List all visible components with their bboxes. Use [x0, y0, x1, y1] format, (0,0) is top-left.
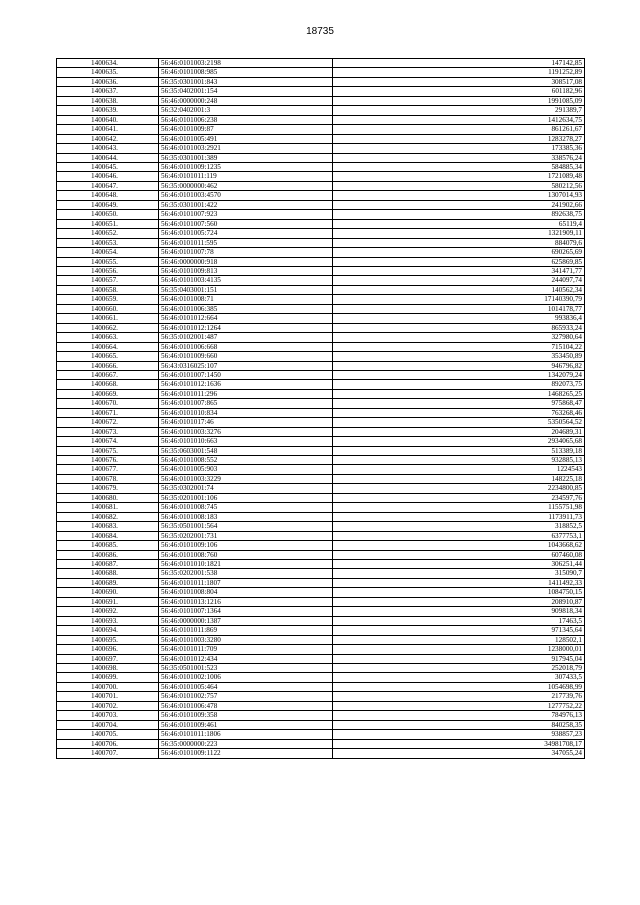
cadastral-number: 56:46:0101008:745	[159, 503, 333, 512]
cadastral-number: 56:35:0202001:538	[159, 569, 333, 578]
cadastral-number: 56:46:0101007:78	[159, 248, 333, 257]
cadastral-number: 56:46:0101007:923	[159, 210, 333, 219]
row-number: 1400639.	[57, 106, 159, 115]
cadastral-number: 56:46:0101002:1006	[159, 673, 333, 682]
cadastral-value: 580212,56	[333, 181, 585, 190]
cadastral-value: 1084750,15	[333, 588, 585, 597]
row-number: 1400692.	[57, 607, 159, 616]
cadastral-value: 1014178,77	[333, 304, 585, 313]
table-row	[57, 749, 585, 758]
row-number: 1400647.	[57, 181, 159, 190]
cadastral-value: 1173911,73	[333, 512, 585, 521]
cadastral-value: 1991085,09	[333, 96, 585, 105]
row-number: 1400646.	[57, 172, 159, 181]
table-row	[57, 87, 585, 96]
row-number: 1400654.	[57, 248, 159, 257]
row-number: 1400694.	[57, 626, 159, 635]
cadastral-number: 56:46:0101005:903	[159, 465, 333, 474]
cadastral-value: 938857,23	[333, 730, 585, 739]
table-row	[57, 427, 585, 436]
table-row	[57, 588, 585, 597]
table-row	[57, 399, 585, 408]
cadastral-value: 307433,5	[333, 673, 585, 682]
table-row	[57, 616, 585, 625]
table-row	[57, 512, 585, 521]
table-row	[57, 607, 585, 616]
cadastral-number: 56:46:0000000:248	[159, 96, 333, 105]
table-row	[57, 465, 585, 474]
cadastral-number: 56:32:0402001:3	[159, 106, 333, 115]
row-number: 1400680.	[57, 493, 159, 502]
row-number: 1400676.	[57, 456, 159, 465]
cadastral-number: 56:46:0101009:1235	[159, 162, 333, 171]
cadastral-value: 6377753,1	[333, 531, 585, 540]
row-number: 1400677.	[57, 465, 159, 474]
table-row	[57, 304, 585, 313]
row-number: 1400691.	[57, 597, 159, 606]
row-number: 1400702.	[57, 701, 159, 710]
cadastral-number: 56:46:0101011:709	[159, 645, 333, 654]
row-number: 1400662.	[57, 323, 159, 332]
cadastral-number: 56:35:0501001:564	[159, 522, 333, 531]
table-row	[57, 720, 585, 729]
row-number: 1400697.	[57, 654, 159, 663]
cadastral-number: 56:46:0101009:461	[159, 720, 333, 729]
cadastral-value: 1224543	[333, 465, 585, 474]
cadastral-value: 5350564,52	[333, 418, 585, 427]
table-row	[57, 323, 585, 332]
table-row	[57, 68, 585, 77]
cadastral-number: 56:46:0101002:757	[159, 692, 333, 701]
cadastral-value: 763268,46	[333, 408, 585, 417]
cadastral-number: 56:46:0101006:238	[159, 115, 333, 124]
cadastral-number: 56:46:0101008:183	[159, 512, 333, 521]
table-row	[57, 531, 585, 540]
cadastral-number: 56:46:0101007:1450	[159, 370, 333, 379]
cadastral-value: 17140390,79	[333, 295, 585, 304]
cadastral-number: 56:46:0101003:4135	[159, 276, 333, 285]
cadastral-value: 584885,34	[333, 162, 585, 171]
table-row	[57, 134, 585, 143]
cadastral-value: 306251,44	[333, 560, 585, 569]
table-row	[57, 361, 585, 370]
table-row	[57, 493, 585, 502]
row-number: 1400634.	[57, 59, 159, 68]
row-number: 1400675.	[57, 446, 159, 455]
cadastral-value: 1468265,25	[333, 389, 585, 398]
row-number: 1400699.	[57, 673, 159, 682]
cadastral-value: 291389,7	[333, 106, 585, 115]
cadastral-number: 56:46:0101009:106	[159, 541, 333, 550]
row-number: 1400693.	[57, 616, 159, 625]
table-row	[57, 626, 585, 635]
cadastral-number: 56:46:0101007:560	[159, 219, 333, 228]
row-number: 1400642.	[57, 134, 159, 143]
cadastral-number: 56:46:0101005:464	[159, 682, 333, 691]
table-row	[57, 484, 585, 493]
row-number: 1400684.	[57, 531, 159, 540]
cadastral-number: 56:46:0101012:434	[159, 654, 333, 663]
row-number: 1400672.	[57, 418, 159, 427]
row-number: 1400638.	[57, 96, 159, 105]
row-number: 1400704.	[57, 720, 159, 729]
cadastral-number: 56:35:0102001:487	[159, 333, 333, 342]
row-number: 1400641.	[57, 125, 159, 134]
cadastral-value-table	[56, 58, 585, 759]
cadastral-number: 56:35:0201001:106	[159, 493, 333, 502]
table-row	[57, 210, 585, 219]
cadastral-value: 601182,96	[333, 87, 585, 96]
cadastral-value: 252018,79	[333, 664, 585, 673]
table-row	[57, 673, 585, 682]
table-row	[57, 144, 585, 153]
cadastral-value: 917945,04	[333, 654, 585, 663]
row-number: 1400698.	[57, 664, 159, 673]
row-number: 1400687.	[57, 560, 159, 569]
table-row	[57, 739, 585, 748]
cadastral-value: 993836,4	[333, 314, 585, 323]
row-number: 1400685.	[57, 541, 159, 550]
row-number: 1400670.	[57, 399, 159, 408]
row-number: 1400696.	[57, 645, 159, 654]
table-row	[57, 352, 585, 361]
cadastral-number: 56:46:0101011:119	[159, 172, 333, 181]
cadastral-number: 56:46:0000000:918	[159, 257, 333, 266]
cadastral-value: 17463,5	[333, 616, 585, 625]
table-row	[57, 664, 585, 673]
cadastral-number: 56:46:0101013:1216	[159, 597, 333, 606]
row-number: 1400644.	[57, 153, 159, 162]
table-row	[57, 125, 585, 134]
row-number: 1400636.	[57, 77, 159, 86]
cadastral-number: 56:46:0101009:358	[159, 711, 333, 720]
cadastral-value: 347055,24	[333, 749, 585, 758]
cadastral-number: 56:46:0101011:595	[159, 238, 333, 247]
cadastral-number: 56:46:0101010:1821	[159, 560, 333, 569]
table-row	[57, 456, 585, 465]
cadastral-value: 690265,69	[333, 248, 585, 257]
cadastral-number: 56:46:0101003:4570	[159, 191, 333, 200]
row-number: 1400688.	[57, 569, 159, 578]
cadastral-number: 56:46:0101007:1364	[159, 607, 333, 616]
cadastral-value: 315090,7	[333, 569, 585, 578]
table-row	[57, 314, 585, 323]
table-row	[57, 654, 585, 663]
table-row	[57, 645, 585, 654]
row-number: 1400664.	[57, 342, 159, 351]
table-row	[57, 522, 585, 531]
cadastral-value: 147142,85	[333, 59, 585, 68]
cadastral-number: 56:46:0101011:1806	[159, 730, 333, 739]
cadastral-value: 1307014,93	[333, 191, 585, 200]
table-row	[57, 380, 585, 389]
row-number: 1400637.	[57, 87, 159, 96]
cadastral-value: 173385,36	[333, 144, 585, 153]
cadastral-number: 56:46:0101008:804	[159, 588, 333, 597]
cadastral-value: 338576,24	[333, 153, 585, 162]
row-number: 1400668.	[57, 380, 159, 389]
table-row	[57, 333, 585, 342]
cadastral-value: 1411492,33	[333, 578, 585, 587]
cadastral-value: 1043668,62	[333, 541, 585, 550]
table-row	[57, 437, 585, 446]
cadastral-number: 56:46:0101011:296	[159, 389, 333, 398]
cadastral-number: 56:46:0101003:2921	[159, 144, 333, 153]
table-row	[57, 408, 585, 417]
cadastral-number: 56:46:0101009:87	[159, 125, 333, 134]
cadastral-value: 892638,75	[333, 210, 585, 219]
cadastral-number: 56:46:0101009:1122	[159, 749, 333, 758]
cadastral-value: 140562,34	[333, 285, 585, 294]
cadastral-number: 56:46:0101003:3276	[159, 427, 333, 436]
row-number: 1400683.	[57, 522, 159, 531]
table-row	[57, 266, 585, 275]
row-number: 1400705.	[57, 730, 159, 739]
table-row	[57, 597, 585, 606]
cadastral-number: 56:35:0402001:154	[159, 87, 333, 96]
row-number: 1400660.	[57, 304, 159, 313]
table-row	[57, 635, 585, 644]
table-row	[57, 474, 585, 483]
cadastral-value: 865933,24	[333, 323, 585, 332]
cadastral-number: 56:46:0101008:985	[159, 68, 333, 77]
row-number: 1400706.	[57, 739, 159, 748]
cadastral-value: 341471,77	[333, 266, 585, 275]
cadastral-number: 56:35:0302001:74	[159, 484, 333, 493]
table-row	[57, 96, 585, 105]
row-number: 1400678.	[57, 474, 159, 483]
cadastral-value: 861261,67	[333, 125, 585, 134]
row-number: 1400666.	[57, 361, 159, 370]
cadastral-number: 56:46:0101011:1807	[159, 578, 333, 587]
cadastral-value: 1283278,27	[333, 134, 585, 143]
cadastral-number: 56:46:0101007:865	[159, 399, 333, 408]
row-number: 1400661.	[57, 314, 159, 323]
cadastral-number: 56:46:0101006:385	[159, 304, 333, 313]
row-number: 1400657.	[57, 276, 159, 285]
row-number: 1400650.	[57, 210, 159, 219]
table-body	[57, 59, 585, 759]
cadastral-value: 971345,64	[333, 626, 585, 635]
cadastral-value: 2234800,85	[333, 484, 585, 493]
table-row	[57, 219, 585, 228]
table-row	[57, 238, 585, 247]
cadastral-value: 1191252,89	[333, 68, 585, 77]
table-row	[57, 106, 585, 115]
row-number: 1400652.	[57, 229, 159, 238]
cadastral-number: 56:46:0101008:552	[159, 456, 333, 465]
table-row	[57, 701, 585, 710]
row-number: 1400701.	[57, 692, 159, 701]
table-row	[57, 285, 585, 294]
row-number: 1400669.	[57, 389, 159, 398]
table-row	[57, 730, 585, 739]
cadastral-number: 56:46:0101010:663	[159, 437, 333, 446]
cadastral-value: 884079,6	[333, 238, 585, 247]
table-row	[57, 682, 585, 691]
row-number: 1400674.	[57, 437, 159, 446]
row-number: 1400651.	[57, 219, 159, 228]
table-row	[57, 560, 585, 569]
cadastral-value: 318852,5	[333, 522, 585, 531]
cadastral-number: 56:35:0000000:462	[159, 181, 333, 190]
cadastral-value: 892073,75	[333, 380, 585, 389]
table-row	[57, 115, 585, 124]
table-row	[57, 541, 585, 550]
row-number: 1400635.	[57, 68, 159, 77]
cadastral-number: 56:46:0101006:668	[159, 342, 333, 351]
cadastral-value: 234597,76	[333, 493, 585, 502]
cadastral-value: 625869,85	[333, 257, 585, 266]
table-row	[57, 153, 585, 162]
table-row	[57, 370, 585, 379]
cadastral-value: 1721089,48	[333, 172, 585, 181]
page-number: 18735	[306, 26, 334, 37]
cadastral-value: 1321909,11	[333, 229, 585, 238]
cadastral-value: 34981708,17	[333, 739, 585, 748]
cadastral-number: 56:46:0101003:3229	[159, 474, 333, 483]
cadastral-value: 1412634,75	[333, 115, 585, 124]
row-number: 1400707.	[57, 749, 159, 758]
table-row	[57, 446, 585, 455]
row-number: 1400640.	[57, 115, 159, 124]
cadastral-value: 1342079,24	[333, 370, 585, 379]
row-number: 1400695.	[57, 635, 159, 644]
table-row	[57, 389, 585, 398]
cadastral-value: 353450,89	[333, 352, 585, 361]
cadastral-number: 56:46:0101010:834	[159, 408, 333, 417]
row-number: 1400645.	[57, 162, 159, 171]
cadastral-value: 1277752,22	[333, 701, 585, 710]
cadastral-value: 244097,74	[333, 276, 585, 285]
table-row	[57, 172, 585, 181]
row-number: 1400643.	[57, 144, 159, 153]
row-number: 1400656.	[57, 266, 159, 275]
row-number: 1400700.	[57, 682, 159, 691]
table-row	[57, 569, 585, 578]
row-number: 1400682.	[57, 512, 159, 521]
row-number: 1400653.	[57, 238, 159, 247]
cadastral-number: 56:46:0101011:869	[159, 626, 333, 635]
table-row	[57, 692, 585, 701]
table-row	[57, 711, 585, 720]
cadastral-value: 1054698,99	[333, 682, 585, 691]
table-row	[57, 503, 585, 512]
row-number: 1400679.	[57, 484, 159, 493]
table-row	[57, 248, 585, 257]
cadastral-value: 607460,08	[333, 550, 585, 559]
row-number: 1400649.	[57, 200, 159, 209]
cadastral-value: 204689,31	[333, 427, 585, 436]
cadastral-number: 56:35:0301001:843	[159, 77, 333, 86]
cadastral-value: 308517,08	[333, 77, 585, 86]
row-number: 1400658.	[57, 285, 159, 294]
row-number: 1400663.	[57, 333, 159, 342]
row-number: 1400648.	[57, 191, 159, 200]
cadastral-number: 56:46:0101012:664	[159, 314, 333, 323]
cadastral-value: 840258,35	[333, 720, 585, 729]
table-row	[57, 77, 585, 86]
cadastral-number: 56:46:0101006:478	[159, 701, 333, 710]
cadastral-number: 56:46:0000000:1387	[159, 616, 333, 625]
cadastral-value: 784976,13	[333, 711, 585, 720]
row-number: 1400703.	[57, 711, 159, 720]
table-row	[57, 257, 585, 266]
cadastral-number: 56:35:0202001:731	[159, 531, 333, 540]
cadastral-number: 56:46:0101005:724	[159, 229, 333, 238]
cadastral-value: 909818,34	[333, 607, 585, 616]
cadastral-number: 56:46:0101003:3280	[159, 635, 333, 644]
cadastral-value: 932885,13	[333, 456, 585, 465]
cadastral-number: 56:46:0101009:813	[159, 266, 333, 275]
row-number: 1400673.	[57, 427, 159, 436]
cadastral-number: 56:43:0316025:107	[159, 361, 333, 370]
table-row	[57, 200, 585, 209]
cadastral-value: 327980,64	[333, 333, 585, 342]
cadastral-value: 946796,82	[333, 361, 585, 370]
row-number: 1400686.	[57, 550, 159, 559]
table-row	[57, 295, 585, 304]
table-row	[57, 550, 585, 559]
table-row	[57, 191, 585, 200]
cadastral-value: 1238000,01	[333, 645, 585, 654]
cadastral-value: 128502,1	[333, 635, 585, 644]
cadastral-number: 56:35:0000000:223	[159, 739, 333, 748]
cadastral-number: 56:46:0101008:71	[159, 295, 333, 304]
row-number: 1400690.	[57, 588, 159, 597]
cadastral-value: 715104,22	[333, 342, 585, 351]
row-number: 1400655.	[57, 257, 159, 266]
cadastral-number: 56:46:0101003:2198	[159, 59, 333, 68]
cadastral-number: 56:46:0101012:1636	[159, 380, 333, 389]
cadastral-number: 56:35:0603001:548	[159, 446, 333, 455]
cadastral-value: 148225,18	[333, 474, 585, 483]
row-number: 1400671.	[57, 408, 159, 417]
cadastral-number: 56:46:0101005:491	[159, 134, 333, 143]
row-number: 1400667.	[57, 370, 159, 379]
table-row	[57, 342, 585, 351]
cadastral-number: 56:35:0403001:151	[159, 285, 333, 294]
table-row	[57, 578, 585, 587]
cadastral-value: 208910,87	[333, 597, 585, 606]
row-number: 1400659.	[57, 295, 159, 304]
cadastral-value: 2934065,68	[333, 437, 585, 446]
cadastral-value: 65119,4	[333, 219, 585, 228]
cadastral-value: 217739,76	[333, 692, 585, 701]
cadastral-number: 56:35:0301001:389	[159, 153, 333, 162]
table-row	[57, 59, 585, 68]
cadastral-number: 56:35:0301001:422	[159, 200, 333, 209]
table-row	[57, 181, 585, 190]
table-row	[57, 162, 585, 171]
cadastral-value: 241902,66	[333, 200, 585, 209]
table-row	[57, 276, 585, 285]
cadastral-number: 56:46:0101009:660	[159, 352, 333, 361]
row-number: 1400681.	[57, 503, 159, 512]
table-row	[57, 418, 585, 427]
cadastral-value: 1155751,98	[333, 503, 585, 512]
cadastral-number: 56:46:0101012:1264	[159, 323, 333, 332]
cadastral-number: 56:46:0101017:46	[159, 418, 333, 427]
cadastral-number: 56:35:0501001:523	[159, 664, 333, 673]
cadastral-value: 513389,18	[333, 446, 585, 455]
cadastral-value: 975868,47	[333, 399, 585, 408]
cadastral-number: 56:46:0101008:760	[159, 550, 333, 559]
table-row	[57, 229, 585, 238]
row-number: 1400665.	[57, 352, 159, 361]
row-number: 1400689.	[57, 578, 159, 587]
